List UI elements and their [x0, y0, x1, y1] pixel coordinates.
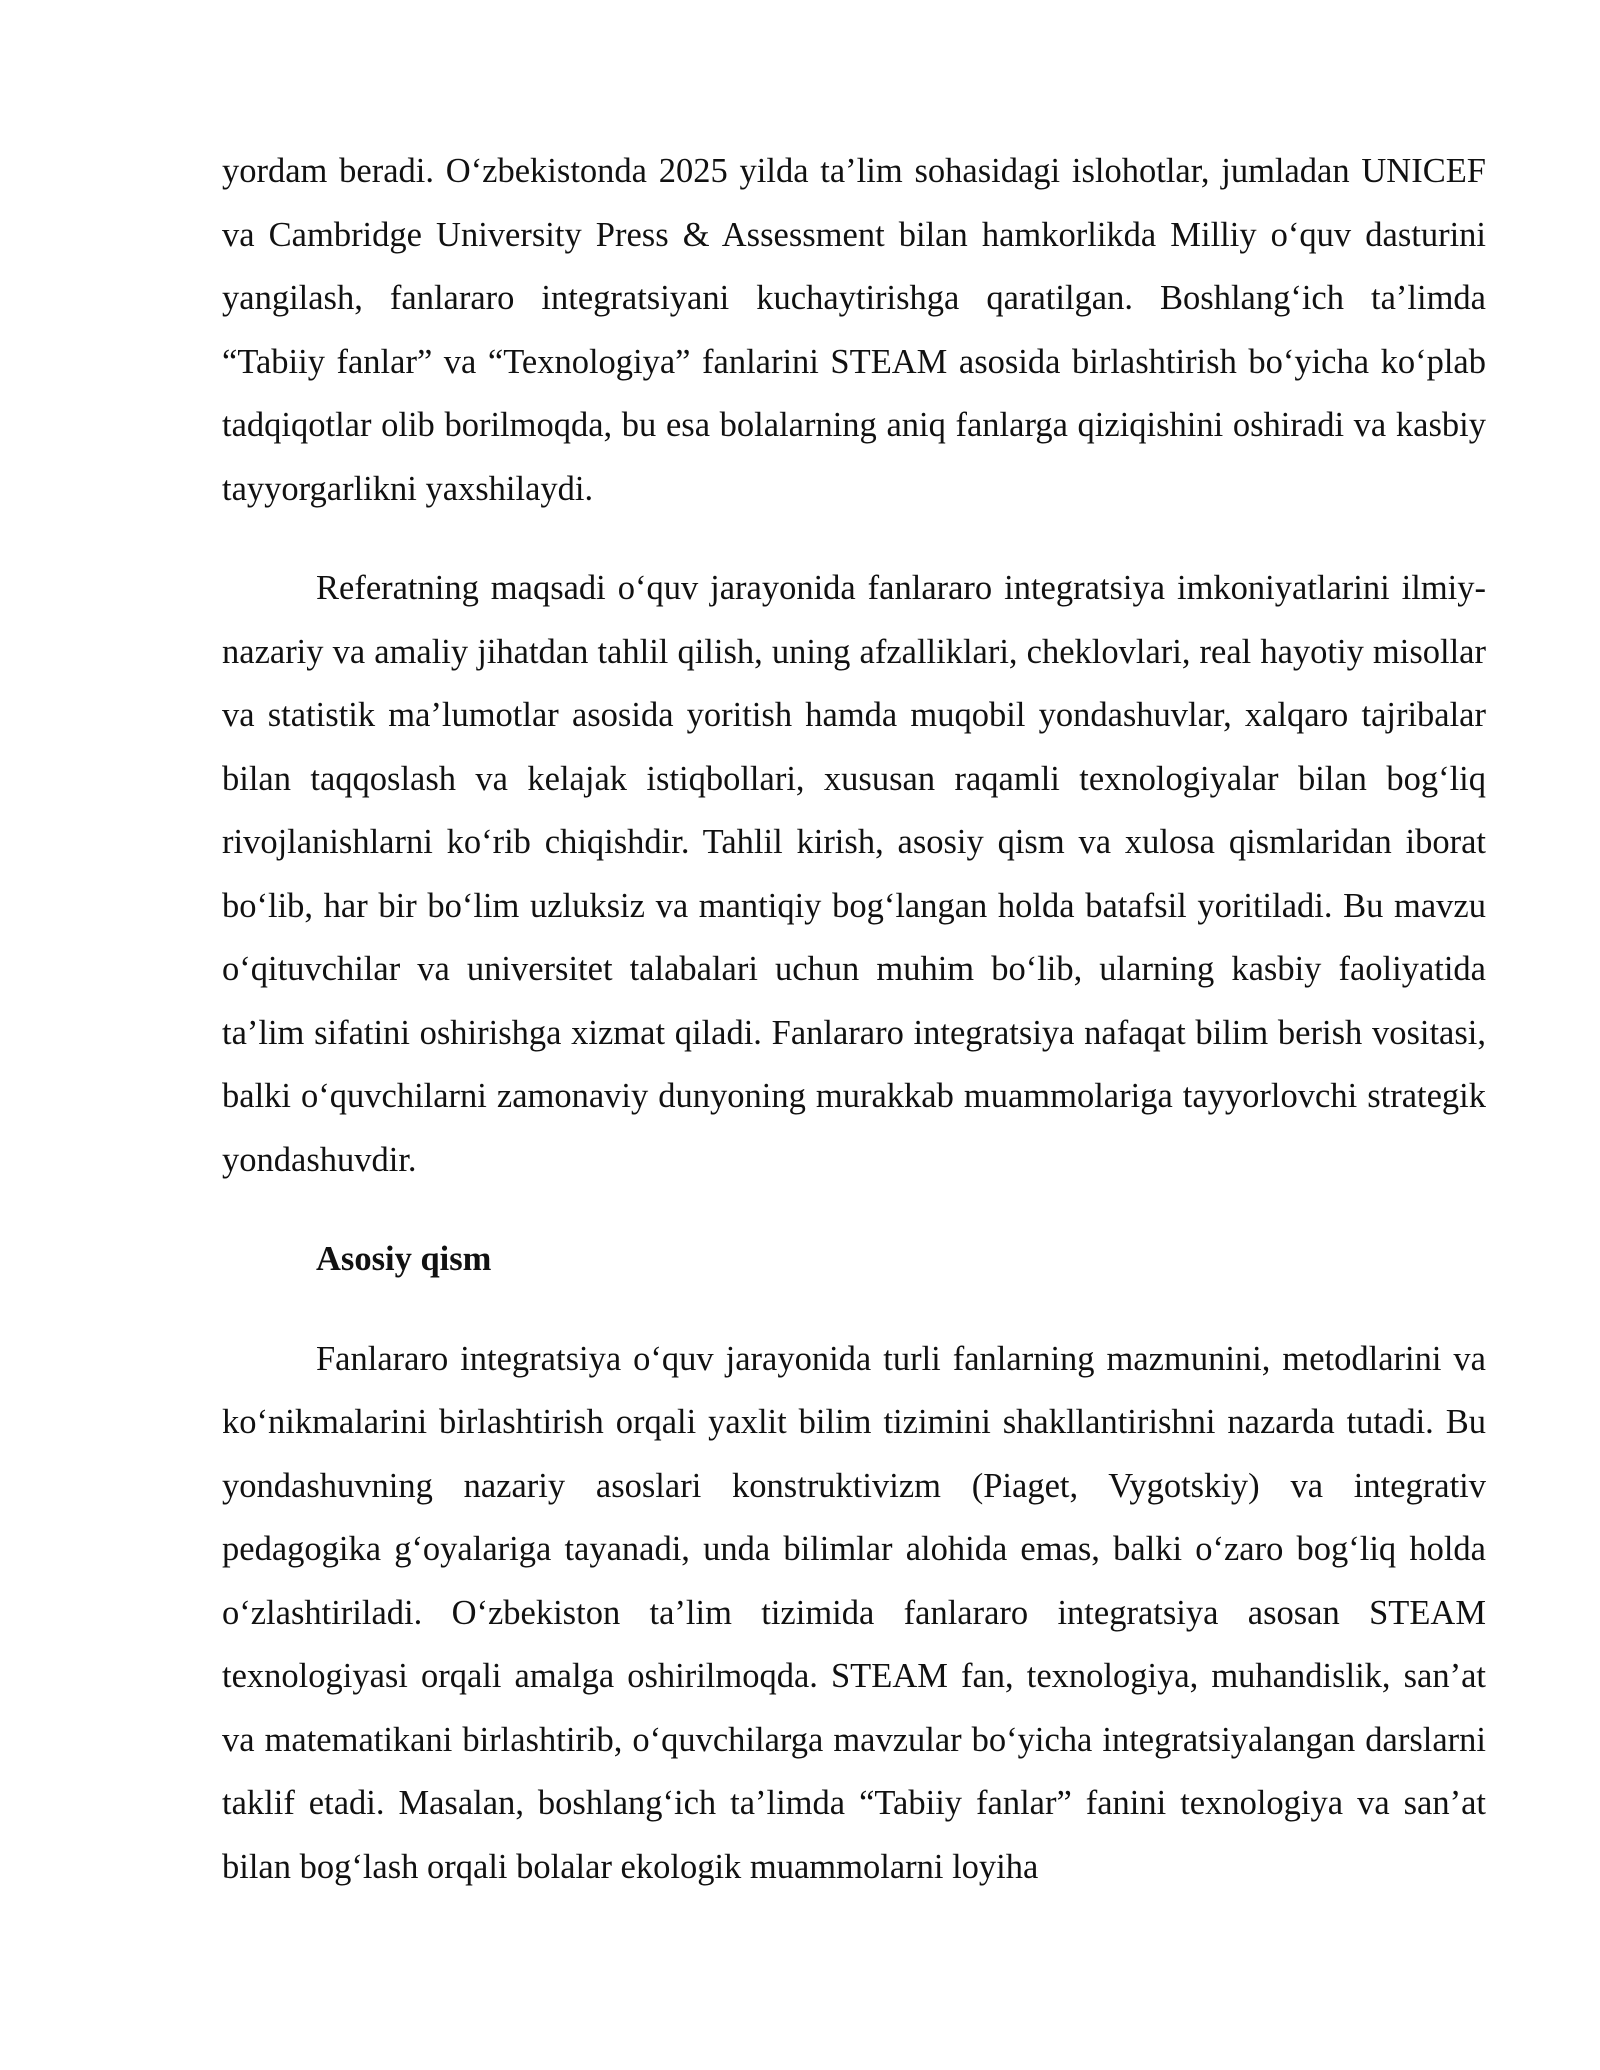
paragraph-continued: yordam beradi. O‘zbekistonda 2025 yilda ta’lim sohasidagi islohotlar, jumladan UNICEF va Cambridge University Press & Assessment bilan hamkorlikda Milliy o‘quv dasturini yangilash, fanlararo integratsiyani kuchaytirishga qaratilgan. Boshlang‘ich ta’limda “Tabiiy fanlar” va “Texnologiya” fanlarini STEAM asosida birlashtirish bo‘yicha ko‘plab tadqiqotlar olib borilmoqda, bu esa bolalarning aniq fanlarga qiziqishini oshiradi va kasbiy tayyorgarlikni yaxshilaydi.	[222, 152, 1486, 508]
paragraph-purpose: Referatning maqsadi o‘quv jarayonida fanlararo integratsiya imkoniyatlarini ilmiy-nazariy va amaliy jihatdan tahlil qilish, uning afzalliklari, cheklovlari, real hayotiy misollar va statistik ma’lumotlar asosida yoritish hamda muqobil yondashuvlar, xalqaro tajribalar bilan taqqoslash va kelajak istiqbollari, xususan raqamli texnologiyalar bilan bog‘liq rivojlanishlarni ko‘rib chiqishdir. Tahlil kirish, asosiy qism va xulosa qismlaridan iborat bo‘lib, har bir bo‘lim uzluksiz va mantiqiy bog‘langan holda batafsil yoritiladi. Bu mavzu o‘qituvchilar va universitet talabalari uchun muhim bo‘lib, ularning kasbiy faoliyatida ta’lim sifatini oshirishga xizmat qiladi. Fanlararo integratsiya nafaqat bilim berish vositasi, balki o‘quvchilarni zamonaviy dunyoning murakkab muammolariga tayyorlovchi strategik yondashuvdir.	[222, 569, 1486, 1179]
document-body	[222, 140, 1486, 1899]
section-heading: Asosiy qism	[316, 1240, 492, 1278]
paragraph-main-body: Fanlararo integratsiya o‘quv jarayonida turli fanlarning mazmunini, metodlarini va ko‘nikmalarini birlashtirish orqali yaxlit bilim tizimini shakllantirishni nazarda tutadi. Bu yondashuvning nazariy asoslari konstruktivizm (Piaget, Vygotskiy) va integrativ pedagogika g‘oyalariga tayanadi, unda bilimlar alohida emas, balki o‘zaro bog‘liq holda o‘zlashtiriladi. O‘zbekiston ta’lim tizimida fanlararo integratsiya asosan STEAM texnologiyasi orqali amalga oshirilmoqda. STEAM fan, texnologiya, muhandislik, san’at va matematikani birlashtirib, o‘quvchilarga mavzular bo‘yicha integratsiyalangan darslarni taklif etadi. Masalan, boshlang‘ich ta’limda “Tabiiy fanlar” fanini texnologiya va san’at bilan bog‘lash orqali bolalar ekologik muammolarni loyiha	[222, 1339, 1486, 1886]
